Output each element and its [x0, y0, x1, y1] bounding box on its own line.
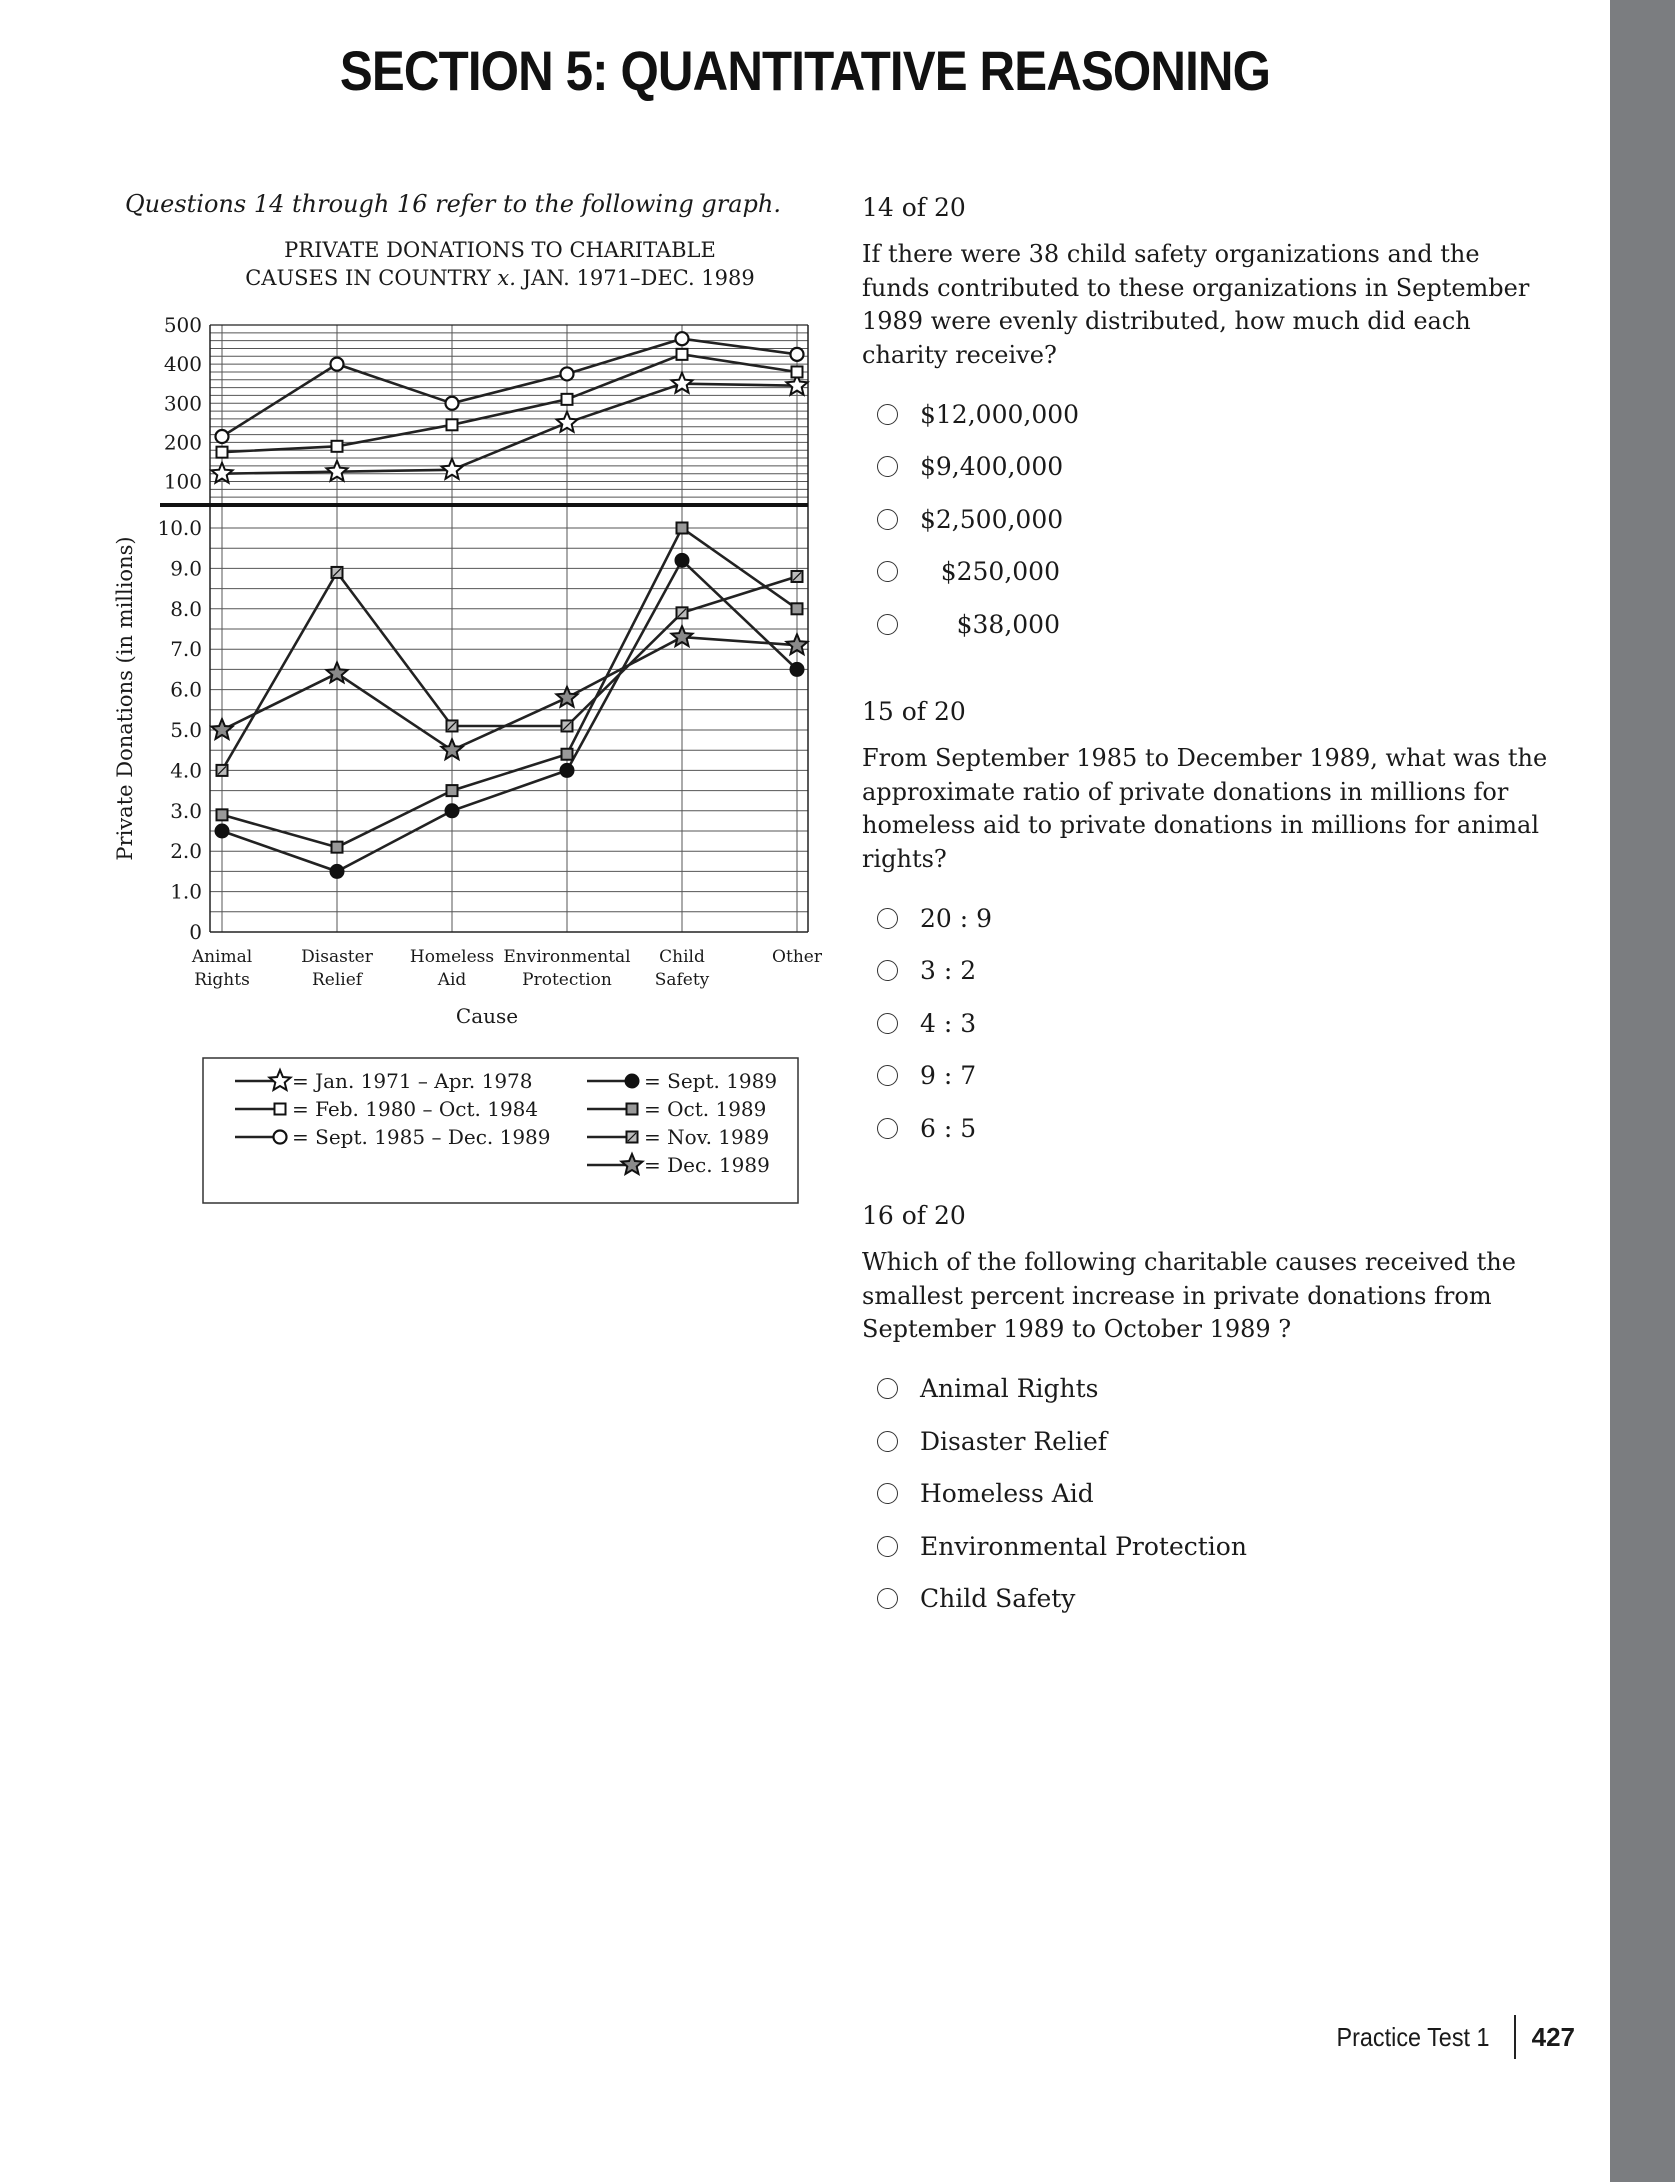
chart-title-line: PRIVATE DONATIONS TO CHARITABLE	[284, 238, 716, 262]
series-6	[217, 567, 803, 776]
series-7	[212, 626, 808, 759]
legend-label: = Nov. 1989	[644, 1125, 770, 1149]
data-point	[790, 662, 804, 676]
radio-button[interactable]	[877, 1013, 898, 1034]
radio-button[interactable]	[877, 456, 898, 477]
data-point	[446, 397, 459, 410]
question-15	[862, 697, 1552, 1155]
data-point	[275, 1104, 286, 1115]
data-point	[676, 332, 689, 345]
legend-item	[235, 1069, 533, 1093]
choice-label: $12,000,000	[920, 399, 1080, 429]
y-tick-label: 300	[163, 391, 202, 416]
legend-label: = Feb. 1980 – Oct. 1984	[292, 1097, 539, 1121]
answer-choice[interactable]	[862, 945, 1552, 998]
radio-button[interactable]	[877, 1483, 898, 1504]
x-tick-label: Protection	[522, 970, 612, 990]
x-tick-label: Animal	[191, 947, 253, 967]
series-line	[222, 637, 797, 750]
y-tick-label: 6.0	[170, 677, 202, 702]
radio-button[interactable]	[877, 614, 898, 635]
radio-button[interactable]	[877, 1118, 898, 1139]
y-tick-label: 500	[163, 313, 202, 337]
x-tick-label: Rights	[194, 970, 250, 990]
answer-choice[interactable]	[862, 1050, 1552, 1103]
answer-choice[interactable]	[862, 1363, 1552, 1416]
choice-label: 20 : 9	[920, 903, 993, 933]
data-point	[562, 394, 573, 405]
x-tick-label: Aid	[437, 970, 467, 990]
x-tick-label: Environmental	[503, 947, 631, 967]
x-tick-label: Safety	[654, 970, 710, 990]
data-point	[327, 461, 348, 481]
legend-item	[587, 1069, 777, 1093]
data-point	[627, 1104, 638, 1115]
data-point	[677, 349, 688, 360]
x-axis-label: Cause	[455, 1004, 519, 1028]
choice-label: Homeless Aid	[920, 1479, 1094, 1509]
data-point	[792, 366, 803, 377]
legend-label: = Dec. 1989	[644, 1153, 770, 1177]
x-tick-label: Child	[659, 947, 705, 967]
data-point	[562, 749, 573, 760]
legend-item	[587, 1125, 769, 1149]
answer-choice[interactable]	[862, 493, 1552, 546]
radio-button[interactable]	[877, 404, 898, 425]
data-point	[447, 419, 458, 430]
y-tick-label: 3.0	[170, 798, 202, 823]
question-number: 15 of 20	[862, 697, 966, 726]
y-tick-label: 8.0	[170, 596, 202, 621]
radio-button[interactable]	[877, 908, 898, 929]
radio-button[interactable]	[877, 1378, 898, 1399]
choice-label: Disaster Relief	[920, 1426, 1107, 1456]
y-axis-label: Private Donations (in millions)	[113, 536, 137, 861]
y-tick-label: 200	[163, 430, 202, 455]
legend-label: = Jan. 1971 – Apr. 1978	[292, 1069, 533, 1093]
answer-choice[interactable]	[862, 388, 1552, 441]
data-point	[332, 842, 343, 853]
radio-button[interactable]	[877, 1431, 898, 1452]
footer-divider	[1514, 2015, 1516, 2059]
footer-label: Practice Test 1	[1336, 2021, 1490, 2052]
page-footer	[1328, 2015, 1575, 2059]
answer-choice[interactable]	[862, 546, 1552, 599]
data-point	[675, 553, 689, 567]
answer-choice[interactable]	[862, 1102, 1552, 1155]
data-point	[625, 1074, 639, 1088]
page-title: SECTION 5: QUANTITATIVE REASONING	[339, 39, 1271, 102]
y-tick-label: 9.0	[170, 556, 202, 581]
answer-choice[interactable]	[862, 1573, 1552, 1626]
data-point	[791, 348, 804, 361]
answer-choice[interactable]	[862, 1468, 1552, 1521]
question-16	[862, 1201, 1552, 1625]
answer-choices	[862, 388, 1552, 651]
choice-label: $250,000	[940, 557, 1060, 587]
answer-choice[interactable]	[862, 598, 1552, 651]
answer-choice[interactable]	[862, 1520, 1552, 1573]
legend-label: = Oct. 1989	[644, 1097, 767, 1121]
data-point	[672, 373, 693, 393]
donations-line-chart	[105, 235, 825, 1215]
y-tick-label: 1.0	[170, 879, 202, 904]
data-point	[792, 603, 803, 614]
x-tick-label: Homeless	[409, 947, 495, 967]
question-text: Which of the following charitable causes received the smallest percent increase in private donations from September 1989 to October 1989 ?	[862, 1248, 1516, 1343]
answer-choices	[862, 892, 1552, 1155]
choice-label: $2,500,000	[920, 504, 1064, 534]
data-point	[445, 804, 459, 818]
legend-item	[235, 1125, 551, 1149]
data-point	[677, 523, 688, 534]
y-tick-label: 0	[189, 920, 202, 944]
data-point	[274, 1131, 287, 1144]
x-tick-label: Relief	[311, 970, 363, 990]
question-14	[862, 193, 1552, 651]
legend-label: = Sept. 1989	[644, 1069, 778, 1093]
choice-label: $9,400,000	[920, 452, 1064, 482]
data-point	[561, 367, 574, 380]
answer-choice[interactable]	[862, 1415, 1552, 1468]
question-text: If there were 38 child safety organizations and the funds contributed to these organizations in September 1989 were evenly distributed, how much did each charity receive?	[862, 240, 1530, 369]
y-tick-label: 4.0	[170, 758, 202, 783]
data-point	[332, 441, 343, 452]
radio-button[interactable]	[877, 1536, 898, 1557]
choice-label: 3 : 2	[920, 956, 977, 986]
page-number: 427	[1531, 2021, 1575, 2052]
radio-button[interactable]	[877, 509, 898, 530]
answer-choice[interactable]	[862, 997, 1552, 1050]
page-edge-bar	[1610, 0, 1675, 2182]
series-line	[222, 560, 797, 871]
choice-label: Child Safety	[920, 1584, 1076, 1614]
choice-label: Environmental Protection	[920, 1531, 1247, 1561]
radio-button[interactable]	[877, 561, 898, 582]
answer-choices	[862, 1363, 1552, 1626]
question-number: 14 of 20	[862, 193, 966, 222]
y-tick-label: 400	[163, 352, 202, 377]
legend-item	[587, 1153, 770, 1177]
legend-item	[235, 1097, 538, 1121]
data-point	[442, 739, 463, 759]
choice-label: 9 : 7	[920, 1061, 977, 1091]
chart-legend	[203, 1058, 798, 1203]
data-point	[557, 412, 578, 432]
radio-button[interactable]	[877, 960, 898, 981]
choice-label: $38,000	[956, 609, 1060, 639]
x-tick-label: Other	[772, 947, 822, 967]
data-point	[212, 719, 233, 739]
data-point	[442, 459, 463, 479]
question-number: 16 of 20	[862, 1201, 966, 1230]
data-point	[330, 864, 344, 878]
radio-button[interactable]	[877, 1065, 898, 1086]
legend-item	[587, 1097, 766, 1121]
data-point	[216, 430, 229, 443]
data-point	[215, 824, 229, 838]
y-tick-label: 2.0	[170, 839, 202, 864]
choice-label: 6 : 5	[920, 1113, 977, 1143]
data-point	[217, 809, 228, 820]
chart-grid	[210, 325, 808, 932]
legend-label: = Sept. 1985 – Dec. 1989	[292, 1125, 551, 1149]
x-tick-label: Disaster	[301, 947, 373, 967]
data-point	[622, 1154, 643, 1174]
data-point	[560, 763, 574, 777]
data-point	[331, 358, 344, 371]
chart-intro-text: Questions 14 through 16 refer to the following graph.	[125, 190, 782, 218]
series-line	[222, 572, 797, 770]
series-line	[222, 384, 797, 474]
y-tick-label: 100	[163, 469, 202, 494]
data-point	[270, 1070, 291, 1090]
y-tick-label: 7.0	[170, 637, 202, 662]
answer-choice[interactable]	[862, 441, 1552, 494]
answer-choice[interactable]	[862, 892, 1552, 945]
data-point	[217, 447, 228, 458]
y-tick-label: 10.0	[157, 516, 202, 540]
chart-title-line: CAUSES IN COUNTRY x. JAN. 1971–DEC. 1989	[245, 266, 755, 290]
choice-label: 4 : 3	[920, 1008, 977, 1038]
choice-label: Animal Rights	[920, 1374, 1099, 1404]
data-point	[447, 785, 458, 796]
radio-button[interactable]	[877, 1588, 898, 1609]
series-5	[217, 523, 803, 853]
y-tick-label: 5.0	[170, 718, 202, 742]
data-point	[787, 634, 808, 654]
question-text: From September 1985 to December 1989, what was the approximate ratio of private donations in millions for homeless aid to private donations in millions for animal rights?	[862, 744, 1548, 873]
